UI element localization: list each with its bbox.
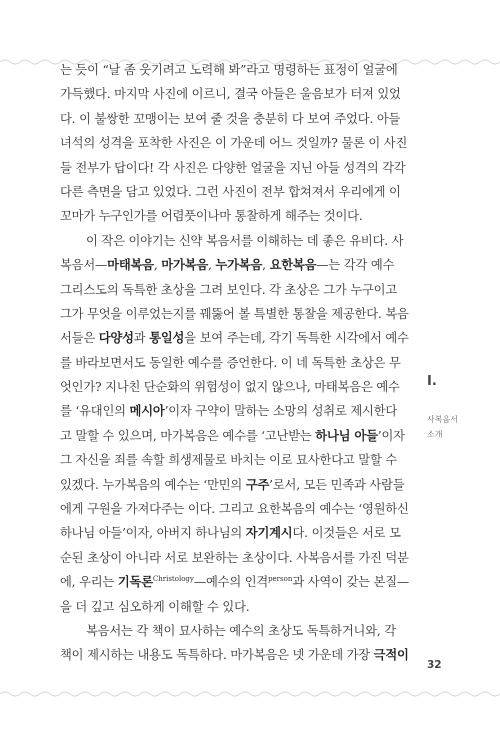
text-line: 그가 무엇을 이루었는지를 꿰뚫어 볼 특별한 통찰을 제공한다. 복음 — [60, 306, 409, 321]
chapter-title: 사복음서 — [427, 415, 458, 424]
chapter-number: I. — [427, 374, 437, 389]
text-line: 복음서는 각 책이 묘사하는 예수의 초상도 독특하거니와, 각 — [86, 623, 396, 638]
text-line: 그리스도의 독특한 초상을 그려 보인다. 각 초상은 그가 누구이고 — [60, 282, 398, 297]
christology-gloss: Christology — [152, 575, 194, 584]
chapter-subtitle: 소개 — [427, 430, 443, 439]
text-line: 을 더 깊고 심오하게 이해할 수 있다. — [60, 599, 250, 614]
term-diversity: 다양성 — [98, 330, 134, 346]
text-line: 를 ‘유대인의 메시아’이자 구약이 말하는 소망의 성취로 제시한다 — [60, 403, 398, 419]
page-number: 32 — [427, 659, 442, 671]
term-unity: 통일성 — [149, 330, 185, 346]
text-line: 들 전부가 답이다! 각 사진은 다양한 얼굴을 지닌 아들 성격의 각각 — [60, 160, 406, 175]
text-line: 서들은 다양성과 통일성을 보여 주는데, 각기 독특한 시각에서 예수 — [60, 330, 409, 346]
text-line: 복음서—마태복음, 마가복음, 누가복음, 요한복음—는 각각 예수 — [60, 257, 395, 273]
term-messiah: 메시아 — [129, 403, 165, 419]
text-line: 가득했다. 마지막 사진에 이르니, 결국 아들은 울음보가 터져 있었 — [60, 87, 401, 102]
text-line: 책이 제시하는 내용도 독특하다. 마가복음은 넷 가운데 가장 극적이 — [60, 647, 409, 663]
term-christology: 기독론 — [117, 574, 153, 590]
gospel-john: 요한복음 — [269, 257, 317, 273]
text-line: 이 작은 이야기는 신약 복음서를 이해하는 데 좋은 유비다. 사 — [86, 233, 404, 248]
term-dramatic: 극적이 — [373, 647, 409, 663]
text-line: 다른 측면을 담고 있었다. 그런 사진이 전부 합쳐져서 우리에게 이 — [60, 184, 401, 199]
text-line: 에, 우리는 기독론$^{Christology}$—예수의 인격$^{person}$과 사역이 갖는 본질— — [60, 574, 410, 590]
text-line: 녀석의 성격을 포착한 사진은 이 가운데 어느 것일까? 물론 이 사진 — [60, 136, 408, 151]
gospel-luke: 누가복음 — [215, 257, 263, 273]
text-line: 하나님 아들’이자, 아버지 하나님의 자기계시다. 이것들은 서로 모 — [60, 525, 401, 541]
text-line: 그 자신을 죄를 속할 희생제물로 바치는 이로 묘사한다고 말할 수 — [60, 453, 398, 468]
text-line: 있겠다. 누가복음의 예수는 ‘만민의 구주’로서, 모든 민족과 사람들 — [60, 476, 405, 492]
person-gloss: person — [268, 575, 293, 584]
term-self-revelation: 자기계시 — [245, 525, 293, 541]
text-line: 고 말할 수 있으며, 마가복음은 예수를 ‘고난받는 하나님 아들’이자 — [60, 427, 405, 443]
term-savior: 구주 — [245, 476, 270, 492]
text-line: 를 바라보면서도 동일한 예수를 증언한다. 이 네 독특한 초상은 무 — [60, 355, 401, 370]
text-line: 엇인가? 지나친 단순화의 위험성이 없지 않으나, 마태복음은 예수 — [60, 380, 400, 395]
text-line: 다. 이 불쌍한 꼬맹이는 보여 줄 것을 충분히 다 보여 주었다. 아들 — [60, 111, 401, 126]
text-line: 순된 초상이 아니라 서로 보완하는 초상이다. 사복음서를 가진 덕분 — [60, 550, 409, 565]
body-text — [60, 58, 410, 668]
bottom-wavy-divider — [0, 688, 500, 700]
text-line: 에게 구원을 가져다주는 이다. 그리고 요한복음의 예수는 ‘영원하신 — [60, 502, 409, 517]
text-line: 는 듯이 “날 좀 웃기려고 노력해 봐”라고 명령하는 표정이 얼굴에 — [60, 63, 398, 77]
gospel-mark: 마가복음 — [161, 257, 208, 273]
gospel-matthew: 마태복음 — [107, 257, 154, 273]
text-line: 꼬마가 누구인가를 어렴풋이나마 통찰하게 해주는 것이다. — [60, 209, 363, 224]
term-son-of-god: 하나님 아들 — [315, 427, 378, 443]
